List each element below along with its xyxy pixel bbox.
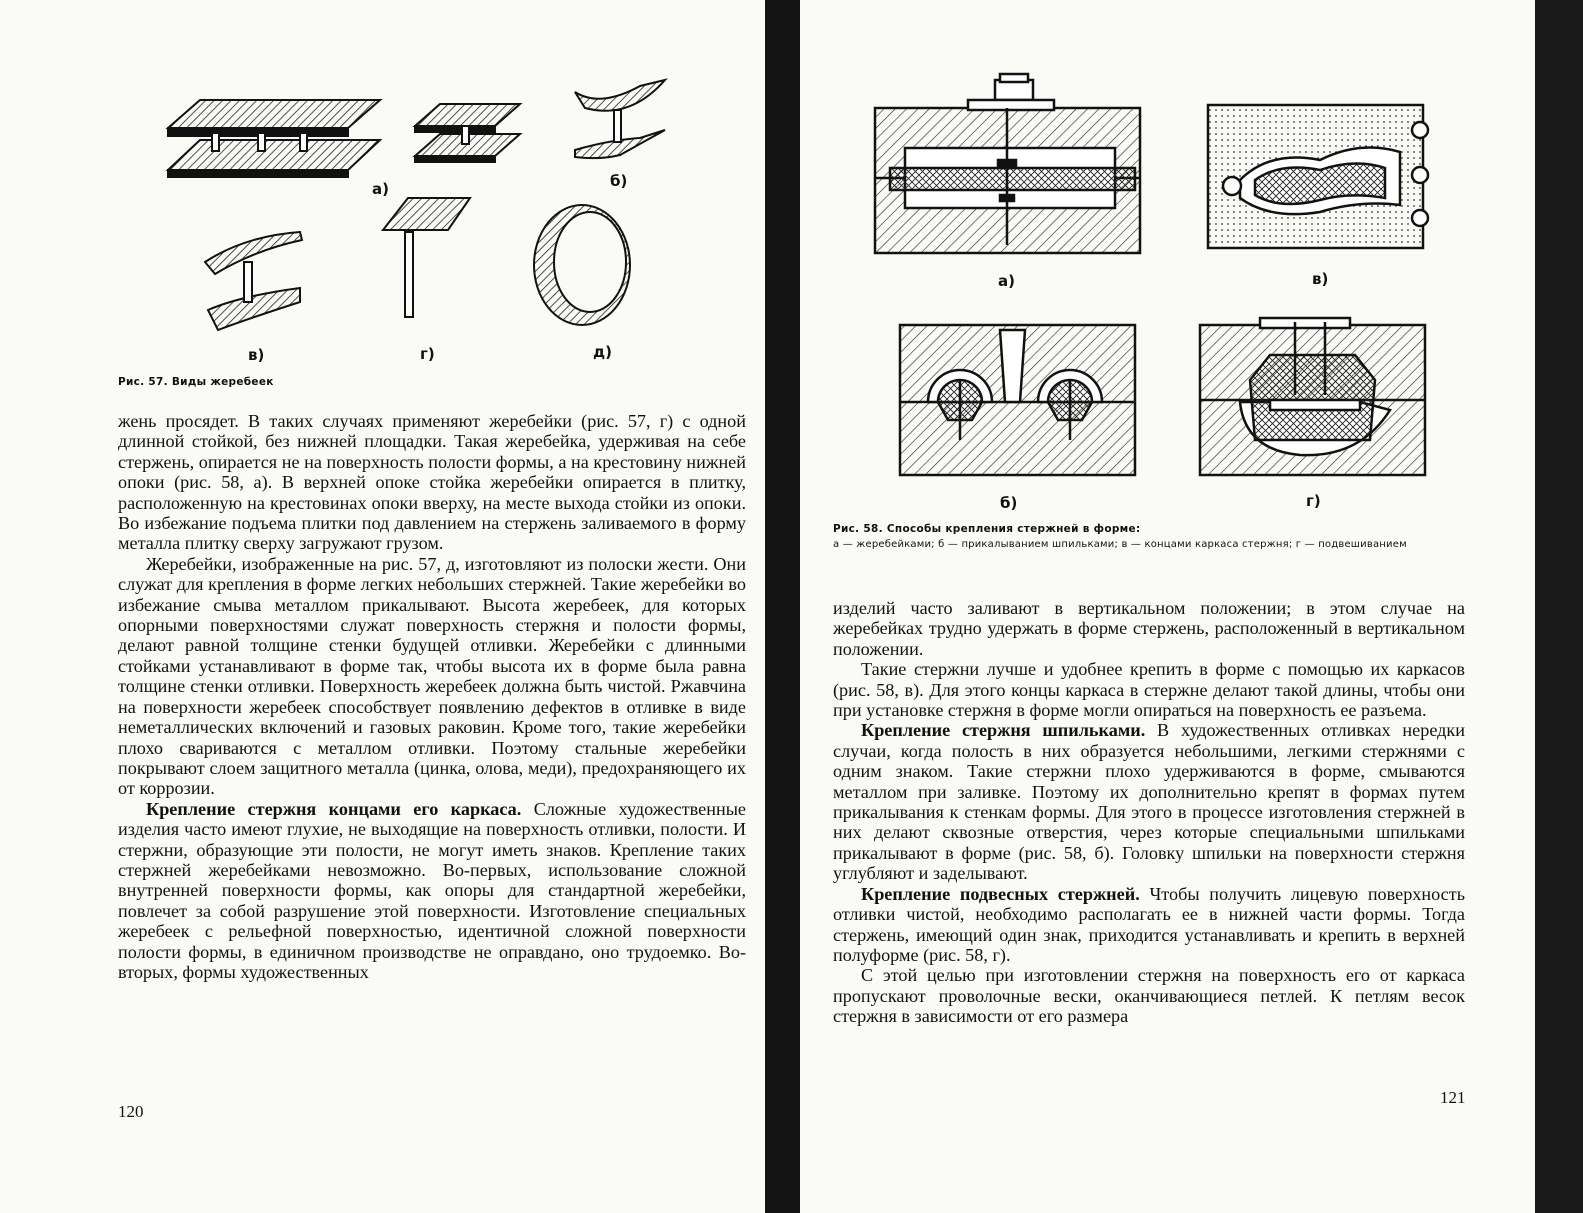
chaplet-d: [534, 205, 630, 325]
right-paragraph-1: изделий часто заливают в вертикальном положении; в этом случае на жеребейках трудно удержать в форме стержень, расположенный в вертикальном положении.: [833, 598, 1465, 659]
figure-57-label-a: а): [372, 180, 389, 198]
figure-58-caption: Рис. 58. Способы крепления стержней в форме:: [833, 523, 1141, 535]
right-paragraph-4-text: Чтобы получить лицевую поверхность отливки чистой, необходимо располагать ее в нижней части формы. Тогда стержень, имеющий один знак, приходится устанавливать и крепить в верхней полуформе (рис. 58, г).: [833, 883, 1465, 965]
figure-58-drawing: [800, 0, 1535, 520]
right-paragraph-4: [833, 884, 1465, 966]
left-text: [118, 411, 746, 982]
right-page: [800, 0, 1583, 1213]
figure-58-label-g: г): [1306, 492, 1321, 510]
figure-57-label-d: д): [593, 343, 612, 361]
left-paragraph-1: жень просядет. В таких случаях применяют жеребейки (рис. 57, г) с одной длинной стойкой, без нижней площадки. Такая жеребейка, удерживая на себе стержень, опирается не на поверхность полости формы, а на крестовину нижней опоки (рис. 58, а). В верхней опоке стойка жеребейки опирается в плитку, расположенную на крестовинах опоки вверху, на месте выхода стойки из опоки. Во избежание подъема плитки под давлением на стержень заливаемого в форму металла плитку сверху загружают грузом.: [118, 411, 746, 554]
right-page-number: 121: [1440, 1088, 1466, 1107]
book-gutter: [765, 0, 800, 1213]
chaplet-v: [205, 232, 302, 330]
figure-58-label-v: в): [1312, 270, 1329, 288]
left-page: [0, 0, 765, 1213]
right-paragraph-3-heading: Крепление стержня шпильками.: [861, 720, 1146, 741]
figure-57-label-b: б): [610, 172, 628, 190]
left-paragraph-3-heading: Крепление стержня концами его каркаса.: [146, 798, 522, 819]
figure-57-drawing: [0, 0, 765, 400]
mold-a: [875, 74, 1140, 253]
figure-57-label-g: г): [420, 345, 435, 363]
mold-g: [1200, 318, 1425, 475]
chaplet-b2: [575, 80, 665, 158]
chaplet-a: [168, 100, 380, 177]
right-edge: [1535, 0, 1583, 1213]
figure-58: [800, 0, 1535, 575]
right-text: [833, 598, 1465, 1027]
right-paragraph-3-text: В художественных отливках нередки случаи, когда полость в них образуется небольшими, легкими стержнями с одним знаком. Такие стержни плохо удерживаются в форме, смываются металлом при заливке. Поэтому их дополнительно крепят в формах путем прикалывания к стенкам формы. Для этого в процессе изготовления стержней в них делают сквозные отверстия, через которые специальными шпильками прикалывают в форме (рис. 58, б). Головку шпильки на поверхности стержня углубляют и заделывают.: [833, 720, 1465, 884]
chaplet-b1: [415, 104, 520, 162]
right-paragraph-4-heading: Крепление подвесных стержней.: [861, 883, 1140, 904]
figure-58-label-a: а): [998, 272, 1015, 290]
left-paragraph-3-text: Сложные художественные изделия часто имеют глухие, не выходящие на поверхность отливки, полости. И стержни, образующие эти полости, не могут иметь знаков. Крепление таких стержней жеребейками невозможно. Во-первых, использование сложной внутренней поверхности формы, как опоры для стандартной жеребейки, повлечет за собой разрушение этой поверхности. Изготовление специальных жеребеек с рельефной поверхностью, идентичной сложной поверхности полости формы, в единичном производстве не оправдано, оно трудоемко. Во-вторых, формы художественных: [118, 798, 746, 982]
left-paragraph-2: Жеребейки, изображенные на рис. 57, д, изготовляют из полоски жести. Они служат для крепления в форме легких небольших стержней. Такие жеребейки во избежание смыва металлом прикалывают. Высота жеребеек, для которых опорными поверхностями служат поверхность стержня и полости формы, делают равной толщине стенки будущей отливки. Жеребейки с длинными стойками устанавливают в форме так, чтобы высота их в форме была равна толщине стенки отливки. Поверхность жеребеек должна быть чистой. Ржавчина на поверхности жеребеек способствует появлению дефектов в отливке в виде неметаллических включений и газовых раковин. Кроме того, такие жеребейки плохо свариваются с металлом отливки. Поэтому стальные жеребейки покрывают слоем защитного металла (цинка, олова, меди), предохраняющего их от коррозии.: [118, 553, 746, 799]
figure-57: [0, 0, 765, 400]
figure-57-label-v: в): [248, 346, 265, 364]
mold-b: [900, 325, 1135, 475]
figure-58-legend: а — жеребейками; б — прикалыванием шпильками; в — концами каркаса стержня; г — подвешиванием: [833, 539, 1407, 550]
mold-v: [1208, 105, 1428, 248]
left-paragraph-3: [118, 799, 746, 983]
right-paragraph-5: С этой целью при изготовлении стержня на поверхность его от каркаса пропускают проволочные вески, оканчивающиеся петлей. К петлям весок стержня в зависимости от его размера: [833, 965, 1465, 1027]
right-paragraph-3: [833, 720, 1465, 883]
right-paragraph-2: Такие стержни лучше и удобнее крепить в форме с помощью их каркасов (рис. 58, в). Для этого концы каркаса в стержне делают такой длины, чтобы они при установке стержня в форме могли опираться на поверхность ее разъема.: [833, 659, 1465, 721]
figure-57-caption: Рис. 57. Виды жеребеек: [118, 376, 274, 388]
left-page-number: 120: [118, 1102, 144, 1121]
chaplet-g: [383, 198, 470, 317]
figure-58-label-b: б): [1000, 494, 1018, 512]
